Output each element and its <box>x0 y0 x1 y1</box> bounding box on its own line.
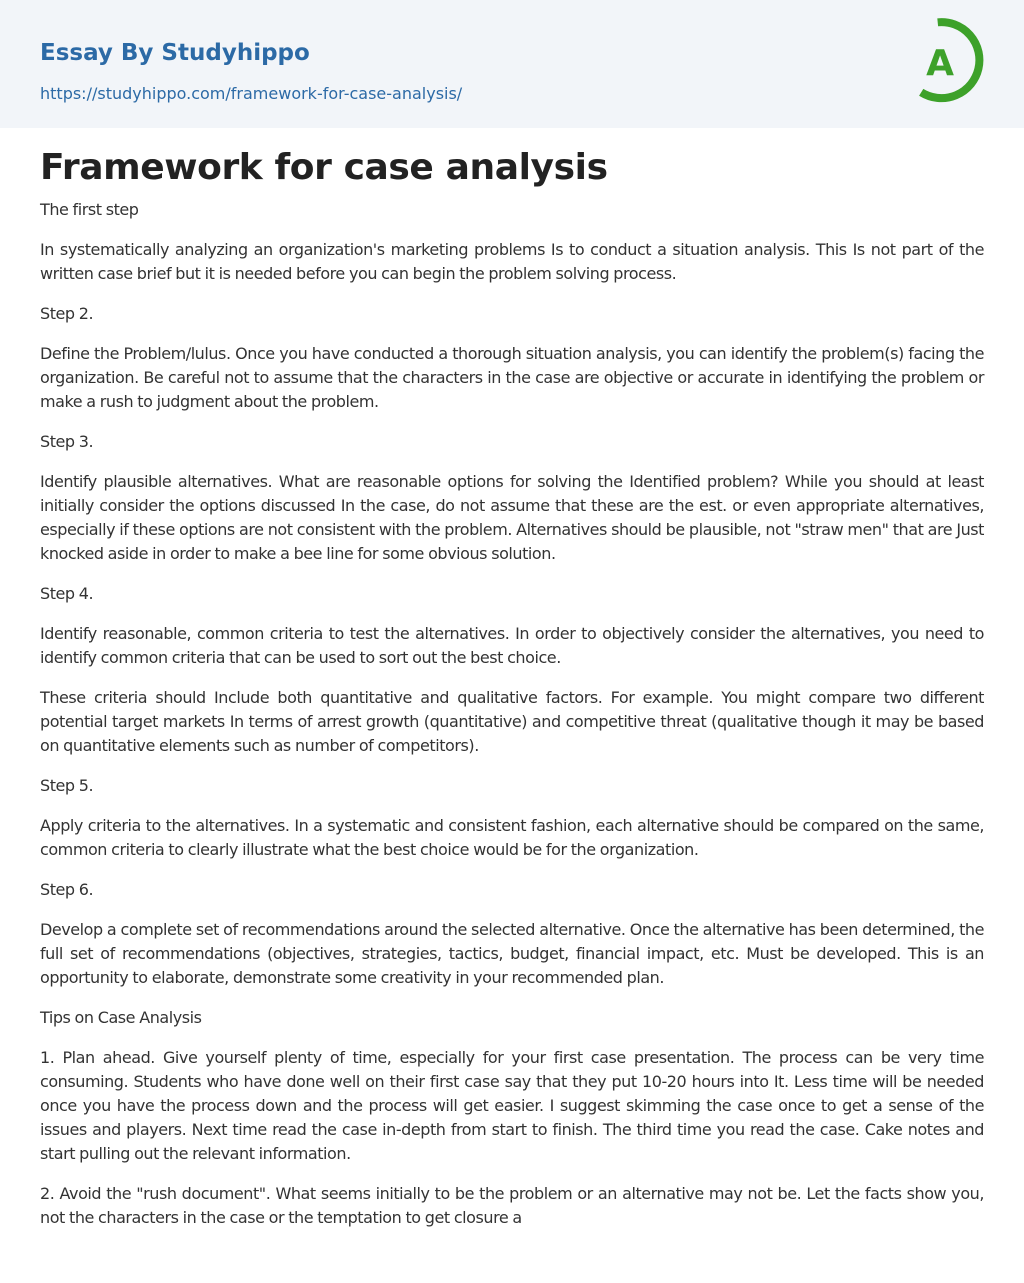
article-content <box>40 140 984 1246</box>
logo-letter: A <box>926 43 954 84</box>
paragraph-first-step-label: The first step <box>40 200 139 219</box>
paragraph-step-2-label: Step 2. <box>40 304 94 323</box>
paragraph-identify-alternatives: Identify plausible alternatives. What are reasonable options for solving the Identified problem? While you should at least initially consider the options discussed In the case, do not assume that these are the est. or even appropriate alternatives, especially if these options are not consistent with the problem. Alternatives should be plausible, not "straw men" that are Just knocked aside in order to make a bee line for some obvious solution. <box>40 472 984 563</box>
brand-title[interactable]: Essay By Studyhippo <box>40 40 310 66</box>
source-url-link[interactable]: https://studyhippo.com/framework-for-case-analysis/ <box>40 84 463 103</box>
studyhippo-logo-icon[interactable] <box>911 18 987 106</box>
paragraph-define-problem: Define the Problem/lulus. Once you have conducted a thorough situation analysis, you can identify the problem(s) facing the organization. Be careful not to assume that the characters in the case are objective or accurate in identifying the problem or make a rush to judgment about the problem. <box>40 344 984 411</box>
site-header <box>0 0 1024 128</box>
paragraph-tips-heading: Tips on Case Analysis <box>40 1008 202 1027</box>
paragraph-tip-plan-ahead: 1. Plan ahead. Give yourself plenty of time, especially for your first case presentation. The process can be very time consuming. Students who have done well on their first case say that they put 10-20 hours into It. Less time will be needed once you have the process down and the process will get easier. I suggest skimming the case once to get a sense of the issues and players. Next time read the case in-depth from start to finish. The third time you read the case. Cake notes and start pulling out the relevant information. <box>40 1048 984 1163</box>
paragraph-step-4-label: Step 4. <box>40 584 94 603</box>
paragraph-identify-criteria: Identify reasonable, common criteria to test the alternatives. In order to objectively consider the alternatives, you need to identify common criteria that can be used to sort out the best choice. <box>40 624 984 667</box>
paragraph-step-3-label: Step 3. <box>40 432 94 451</box>
paragraph-step-6-label: Step 6. <box>40 880 94 899</box>
paragraph-recommendations: Develop a complete set of recommendations around the selected alternative. Once the alternative has been determined, the full set of recommendations (objectives, strategies, tactics, budget, financial impact, etc. Must be developed. This is an opportunity to elaborate, demonstrate some creativity in your recommended plan. <box>40 920 984 987</box>
page-title: Framework for case analysis <box>40 147 608 188</box>
paragraph-tip-avoid-rush: 2. Avoid the "rush document". What seems initially to be the problem or an alternative may not be. Let the facts show you, not the characters in the case or the temptation to get closure a <box>40 1184 984 1227</box>
paragraph-criteria-factors: These criteria should Include both quantitative and qualitative factors. For example. You might compare two different potential target markets In terms of arrest growth (quantitative) and competitive threat (qualitative though it may be based on quantitative elements such as number of competitors). <box>40 688 984 755</box>
paragraph-situation-analysis: In systematically analyzing an organization's marketing problems Is to conduct a situation analysis. This Is not part of the written case brief but it is needed before you can begin the problem solving process. <box>40 240 984 283</box>
paragraph-apply-criteria: Apply criteria to the alternatives. In a systematic and consistent fashion, each alternative should be compared on the same, common criteria to clearly illustrate what the best choice would be for the organization. <box>40 816 984 859</box>
paragraph-step-5-label: Step 5. <box>40 776 94 795</box>
